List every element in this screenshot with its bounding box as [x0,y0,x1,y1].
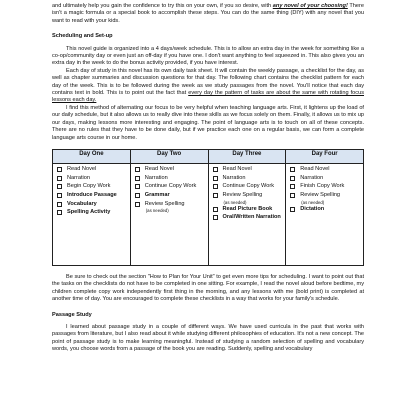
day-checklist [208,163,286,265]
checklist-item [213,214,284,221]
checklist-item [57,201,128,208]
checklist-item-note: (as needed) [301,199,325,205]
checklist-item [57,209,128,216]
checklist-item-label: Read Novel [67,165,97,172]
checklist-item [135,183,206,190]
emphasis-any-novel: any novel of your choosing! [272,3,348,9]
checklist-item-label: Continue Copy Work [222,183,275,190]
checkbox-icon[interactable] [213,207,218,212]
checklist-item [213,192,284,199]
checkbox-icon[interactable] [213,193,218,198]
checklist-item [290,183,361,190]
checkbox-icon[interactable] [57,176,62,181]
checklist-item-label: Review Spelling [144,200,185,207]
checklist-item [57,175,128,182]
checklist-item [213,175,284,182]
checklist-item [290,192,361,199]
underlined-pattern-note: every day the pattern of tasks are about the same with rotating focus lessons each day. [52,90,364,104]
day-header: Day One [53,149,131,163]
paragraph-schedule-intro: This novel guide is organized into a 4 days/week schedule. This is to allow an extra day in the week for something like a co-op/community day or even just an off-day if you have one. I don't want anything to feel squeezed in. This also gives you an extra day in the week to do the bonus activity provided, if you have interest. [52,45,364,67]
checklist-item-label: Review Spelling [300,192,341,199]
checkbox-icon[interactable] [290,184,295,189]
weekly-schedule-table [52,149,364,266]
checklist-item [57,192,128,199]
day-header: Day Four [286,149,364,163]
checklist-item [135,201,206,208]
checkbox-icon[interactable] [57,167,62,172]
checklist-item-label: Grammar [144,192,170,199]
checklist-item-label: Review Spelling [222,192,263,199]
checklist-item-label: Read Novel [222,165,252,172]
checkbox-icon[interactable] [57,193,62,198]
checklist-item [135,192,206,199]
checkbox-icon[interactable] [57,184,62,189]
checkbox-icon[interactable] [135,193,140,198]
checklist-item-label: Narration [222,174,246,181]
checklist-item [290,166,361,173]
checklist-item-label: Spelling Activity [67,209,111,216]
checklist-item [135,166,206,173]
checklist-item [57,183,128,190]
checklist-item-label: Dictation [300,205,325,212]
checkbox-icon[interactable] [213,167,218,172]
day-header: Day Two [130,149,208,163]
checklist-item-label: Oral/Written Narration [222,214,281,221]
checklist-item-label: Vocabulary [67,200,97,207]
checkbox-icon[interactable] [290,193,295,198]
intro-paragraph: and ultimately help you gain the confidence to try this on your own, if you so desire, with any novel of your choosing! There isn't a magic formula or a special book to accomplish these steps. You can do the same thing (DIY) with any novel that you want to read with your kids. [52,3,364,24]
paragraph-planning-tips: Be sure to check out the section "How to Plan for Your Unit" to get even more tips for scheduling. I want to point out that the tasks on the checklists do not have to be completed in one sitting. For example, I read the novel aloud before bedtime, my children complete copy work independently first thing in the morning, and any lessons with me (bold print) is completed at another time of day. You are encouraged to complete these checklists in a way that works for your family's schedule. [52,273,364,303]
checkbox-icon[interactable] [135,184,140,189]
paragraph-passage-study: I learned about passage study in a couple of different ways. We have used curricula in the past that works with passages from literature, but I also read about it while studying different philosophies of education. It's not a new concept. The point of passage study is to make learning meaningful. Instead of studying a random selection of spelling and vocabulary words, you choose words from a passage of the book you are reading. Suddenly, spelling and vocabulary [52,323,364,353]
checklist-item-label: Finish Copy Work [300,183,345,190]
checkbox-icon[interactable] [213,184,218,189]
day-header: Day Three [208,149,286,163]
heading-passage-study: Passage Study [52,311,92,318]
paragraph-task-sheet: Each day of study in this novel has its own daily task sheet. It will contain the weekly passage, a checklist for the day, as well as chapter summaries and discussion questions for that day. The following chart contains the checklist pattern for each day of the week. This is to be followed during the week as we study passages from the novel. You'll notice that each day contains text in bold. This is to point out the fact that every day the pattern of tasks are about the same with rotating focus lessons each day. [52,67,364,104]
checklist-item-label: Introduce Passage [67,192,117,199]
checkbox-icon[interactable] [57,202,62,207]
checklist-item [290,175,361,182]
checklist-item-label: Narration [300,174,324,181]
day-checklist [53,163,131,265]
checklist-item [135,175,206,182]
checkbox-icon[interactable] [290,207,295,212]
checklist-item-label: Read Picture Book [222,205,273,212]
checklist-item-label: Read Novel [144,165,174,172]
checklist-item-note: (as needed) [145,208,169,214]
checklist-item-note: (as needed) [223,199,247,205]
checklist-item [213,166,284,173]
day-checklist [286,163,364,265]
checklist-item-label: Narration [144,174,168,181]
checklist-item [57,166,128,173]
heading-scheduling: Scheduling and Set-up [52,33,113,40]
checkbox-icon[interactable] [290,176,295,181]
checkbox-icon[interactable] [135,167,140,172]
paragraph-alternating-focus: I find this method of alternating our focus to be very helpful when teaching language arts. First, it lightens up the load of our daily schedule, but it also allows us to really dive into these skills as we focus solely on them. Finally, it allows us to mix up our days, making lessons more interesting and engaging. The point of language arts is to touch on all of these concepts. There are no rules that they have to be done daily, but if we practice each one on a regular basis, we can form a complete language arts course in our home. [52,104,364,141]
checklist-item-label: Read Novel [300,165,330,172]
checkbox-icon[interactable] [57,210,62,215]
checkbox-icon[interactable] [290,167,295,172]
checklist-item-label: Begin Copy Work [67,183,111,190]
checkbox-icon[interactable] [213,215,218,220]
checklist-item [213,183,284,190]
checkbox-icon[interactable] [135,176,140,181]
checkbox-icon[interactable] [135,202,140,207]
checkbox-icon[interactable] [213,176,218,181]
checklist-item [290,206,361,213]
checklist-item-label: Narration [67,174,91,181]
checklist-item-label: Continue Copy Work [144,183,197,190]
day-checklist [130,163,208,265]
checklist-item [213,206,284,213]
